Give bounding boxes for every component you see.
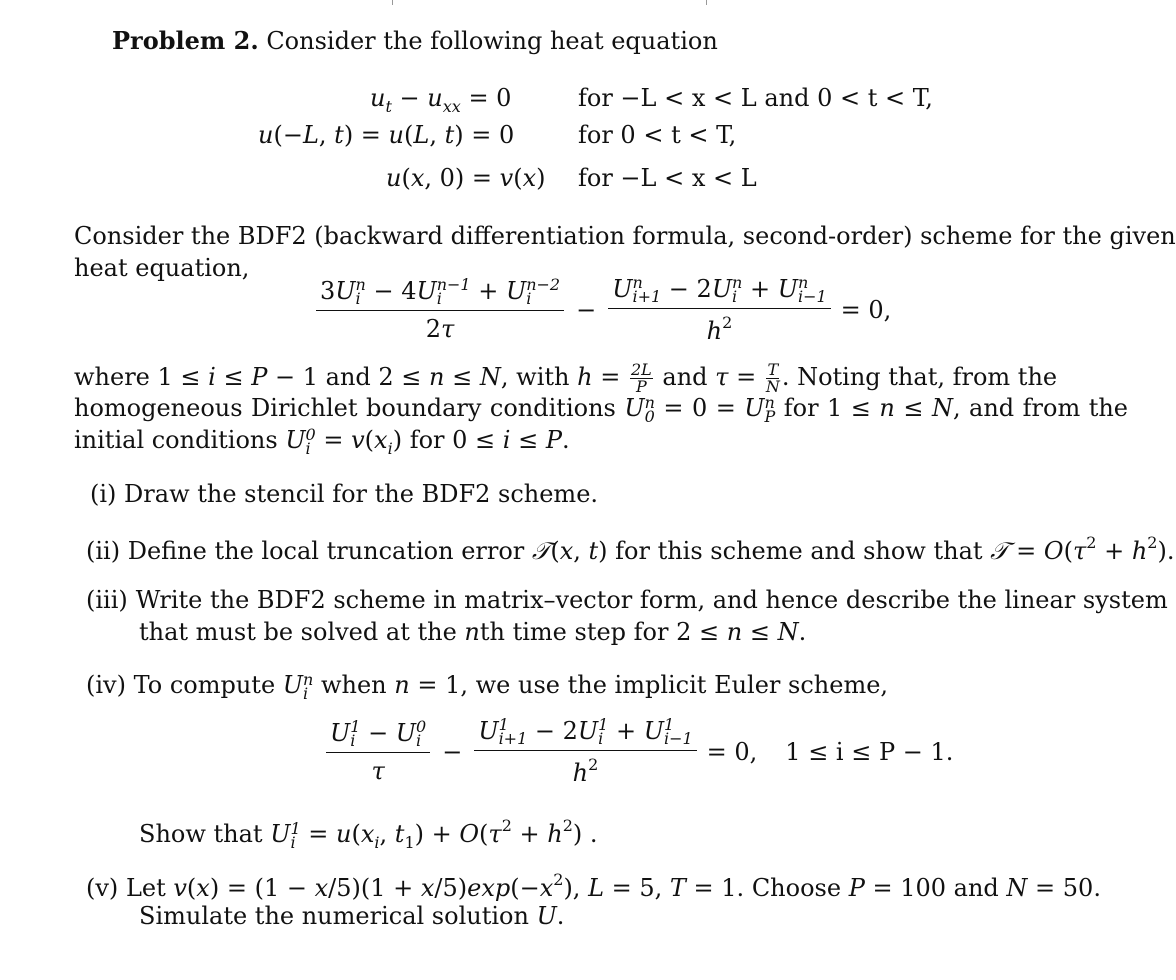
item-ii-text: Define the local truncation error 𝒯(x, t) for this scheme and show that 𝒯 = $O(\tau^2 + h^2)$. — [127, 533, 1175, 565]
pde-row-2-cond: for 0 < t < T, — [578, 121, 737, 149]
euler-rhs: = 0, — [706, 738, 758, 766]
item-i-label: (i) — [90, 480, 117, 508]
item-ii — [86, 533, 1174, 565]
item-v-label: (v) — [86, 874, 119, 902]
bdf2-intro-line1: Consider the BDF2 (backward differentiation formula, second-order) scheme for the given — [74, 222, 1176, 250]
tau-fraction: $\frac{T}{N}$ — [765, 360, 780, 396]
item-iii-line2: that must be solved at the nth time step for 2 ≤ n ≤ N. — [139, 618, 807, 646]
bdf2-term1 — [316, 277, 564, 344]
problem-heading-line — [112, 26, 718, 55]
top-edge-marks — [0, 0, 1162, 6]
bdf2-term1-den: 2τ — [425, 315, 455, 344]
bdf2-equation — [312, 273, 892, 346]
pde-row-1-cond: for −L < x < L and 0 < t < T, — [578, 84, 933, 112]
euler-term2-den: $h^2$ — [572, 755, 599, 788]
euler-equation — [322, 715, 954, 788]
bdf2-term1-num: 3Un i − 4Un−1 i + Un−2 i — [316, 277, 564, 312]
euler-term1-num: U1 i − U0 i — [326, 719, 430, 754]
euler-term2 — [474, 717, 696, 788]
show-that: Show that U1 $i = u(x_i$, $t_1) + O(\tau^2 + h^2)$ . — [139, 816, 598, 852]
conditions-line1-a: where 1 ≤ i ≤ P − 1 and 2 ≤ n ≤ N, with h = $\frac{2L}{P}$ and τ = $\frac{T}{N}$ . Noting that, from the — [74, 360, 1058, 396]
bdf2-term2-den: $h^2$ — [706, 313, 733, 346]
euler-term1-den: τ — [371, 757, 385, 786]
item-iii-text-line1: Write the BDF2 scheme in matrix–vector form, and hence describe the linear system — [135, 586, 1168, 614]
conditions-line1 — [74, 362, 1128, 395]
euler-minus: − — [442, 738, 463, 766]
problem-heading: Problem 2. — [112, 26, 259, 55]
pde-row-2-lhs: u(−L, t) = u(L, t) = 0 — [258, 121, 515, 149]
bdf2-minus: − — [576, 296, 597, 324]
pde-row-3-cond: for −L < x < L — [578, 164, 757, 192]
item-i — [90, 480, 598, 508]
bdf2-term2-num: Un i+1 − 2Un i + Un i−1 — [608, 275, 830, 310]
conditions-line3: initial conditions U0 $i = v(x_i)$ for 0 ≤ i ≤ P. — [74, 424, 570, 458]
item-v-line2: Simulate the numerical solution U. — [139, 902, 565, 930]
pde-row-1-lhs: $u_t - u_{xx} = 0$ — [370, 84, 512, 116]
euler-range: 1 ≤ i ≤ P − 1. — [785, 738, 954, 766]
problem-intro: Consider the following heat equation — [266, 27, 718, 55]
item-iii — [86, 586, 1168, 614]
euler-term2-num: U1 i+1 − 2U1 i + U1 i−1 — [474, 717, 696, 752]
bdf2-term2 — [608, 275, 830, 346]
euler-term1 — [326, 719, 430, 786]
pde-row-3-lhs: u(x, 0) = v(x) — [386, 164, 546, 192]
item-iv-label: (iv) — [86, 671, 126, 699]
item-i-text: Draw the stencil for the BDF2 scheme. — [124, 480, 599, 508]
h-fraction: $\frac{2L}{P}$ — [630, 360, 652, 396]
item-iv-text: To compute Un i when n = 1, we use the implicit Euler scheme, — [133, 669, 889, 703]
bdf2-intro-line2: heat equation, — [74, 254, 250, 282]
bdf2-rhs: = 0, — [840, 296, 892, 324]
item-iii-label: (iii) — [86, 586, 128, 614]
conditions-line2: homogeneous Dirichlet boundary conditions Un 0 = 0 = Un P for 1 ≤ n ≤ N, and from the — [74, 392, 1128, 426]
item-v-text-line1: Let $v(x) = (1 - x/5)(1 + x/5)\exp(-x^2)$, L = 5, T = 1. Choose P = 100 and N = 50. — [125, 870, 1101, 902]
item-v — [86, 870, 1101, 902]
item-iii-line1 — [86, 586, 1168, 614]
item-ii-label: (ii) — [86, 537, 121, 565]
item-iv — [86, 671, 888, 701]
